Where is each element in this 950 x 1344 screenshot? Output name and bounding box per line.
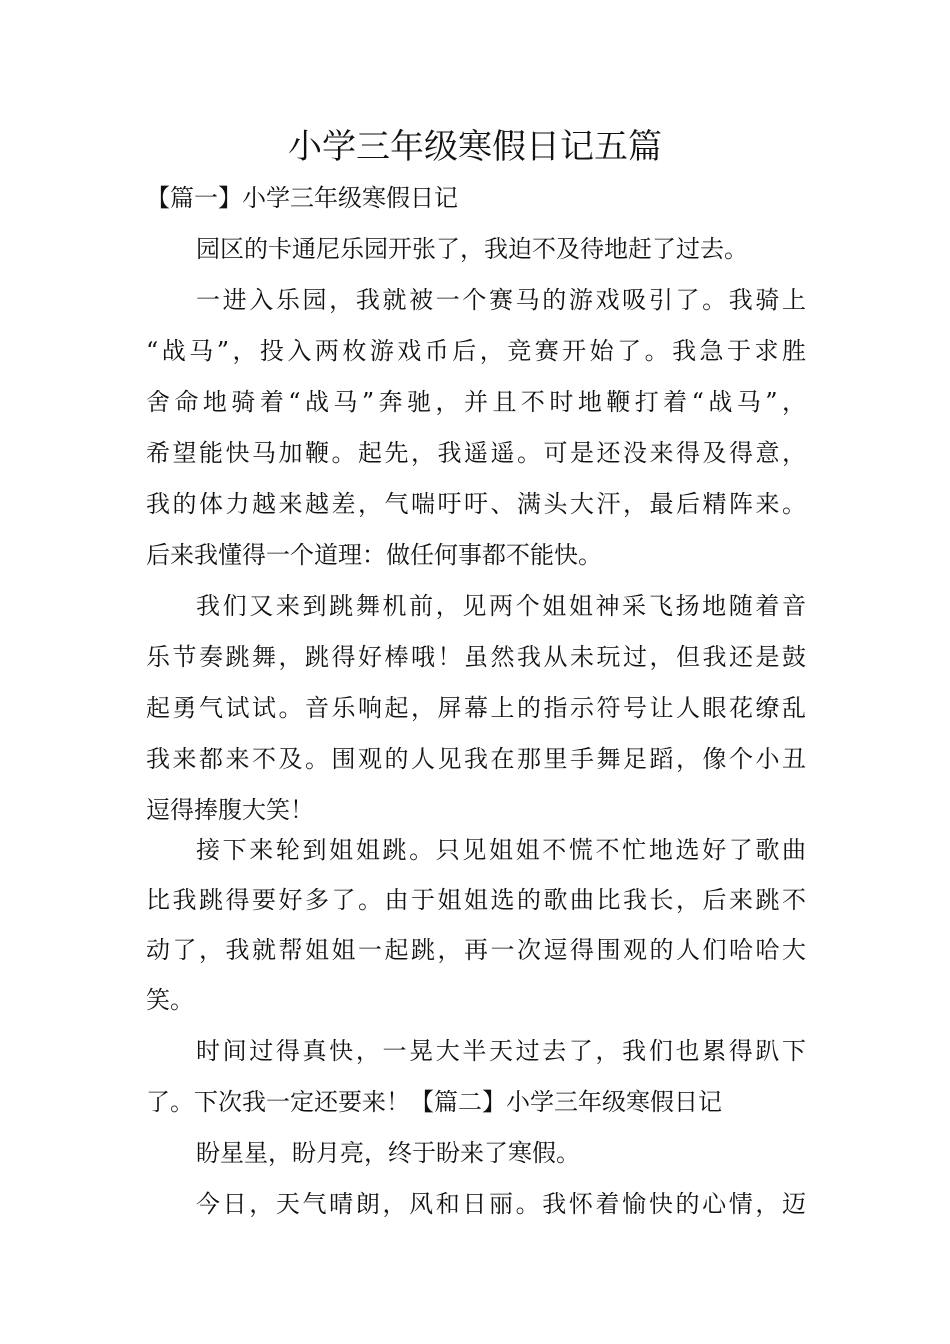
paragraph-line: 一进入乐园，我就被一个赛马的游戏吸引了。我骑上 bbox=[196, 286, 806, 314]
paragraph-line: 今日，天气晴朗，风和日丽。我怀着愉快的心情，迈 bbox=[196, 1190, 806, 1218]
paragraph-line: 时间过得真快，一晃大半天过去了，我们也累得趴下 bbox=[196, 1037, 806, 1065]
section-heading: 【篇一】小学三年级寒假日记 bbox=[146, 184, 458, 212]
paragraph-line: 我们又来到跳舞机前，见两个姐姐神采飞扬地随着音 bbox=[196, 592, 806, 620]
paragraph-line: 笑。 bbox=[146, 986, 194, 1014]
paragraph-line: 动了，我就帮姐姐一起跳，再一次逗得围观的人们哈哈大 bbox=[146, 936, 806, 964]
document-title: 小学三年级寒假日记五篇 bbox=[288, 127, 662, 167]
paragraph-line: 我的体力越来越差，气喘吁吁、满头大汗，最后精阵来。 bbox=[146, 490, 806, 518]
paragraph-line: 逗得捧腹大笑！ bbox=[146, 796, 314, 824]
paragraph-line: 比我跳得要好多了。由于姐姐选的歌曲比我长，后来跳不 bbox=[146, 886, 806, 914]
paragraph-line: 舍命地骑着“战马”奔驰，并且不时地鞭打着“战马”， bbox=[146, 388, 806, 416]
paragraph-line: 希望能快马加鞭。起先，我遥遥。可是还没来得及得意， bbox=[146, 439, 806, 467]
paragraph-line: 乐节奏跳舞，跳得好棒哦！虽然我从未玩过，但我还是鼓 bbox=[146, 643, 806, 671]
paragraph-line: 了。下次我一定还要来！【篇二】小学三年级寒假日记 bbox=[146, 1088, 722, 1116]
paragraph-line: 后来我懂得一个道理：做任何事都不能快。 bbox=[146, 541, 602, 569]
paragraph-line: “战马”，投入两枚游戏币后，竞赛开始了。我急于求胜 bbox=[146, 337, 806, 365]
paragraph-line: 接下来轮到姐姐跳。只见姐姐不慌不忙地选好了歌曲 bbox=[196, 836, 806, 864]
paragraph-line: 盼星星，盼月亮，终于盼来了寒假。 bbox=[196, 1139, 580, 1167]
paragraph-line: 我来都来不及。围观的人见我在那里手舞足蹈，像个小丑 bbox=[146, 745, 806, 773]
paragraph-line: 园区的卡通尼乐园开张了，我迫不及待地赶了过去。 bbox=[196, 235, 748, 263]
paragraph-line: 起勇气试试。音乐响起，屏幕上的指示符号让人眼花缭乱 bbox=[146, 694, 806, 722]
